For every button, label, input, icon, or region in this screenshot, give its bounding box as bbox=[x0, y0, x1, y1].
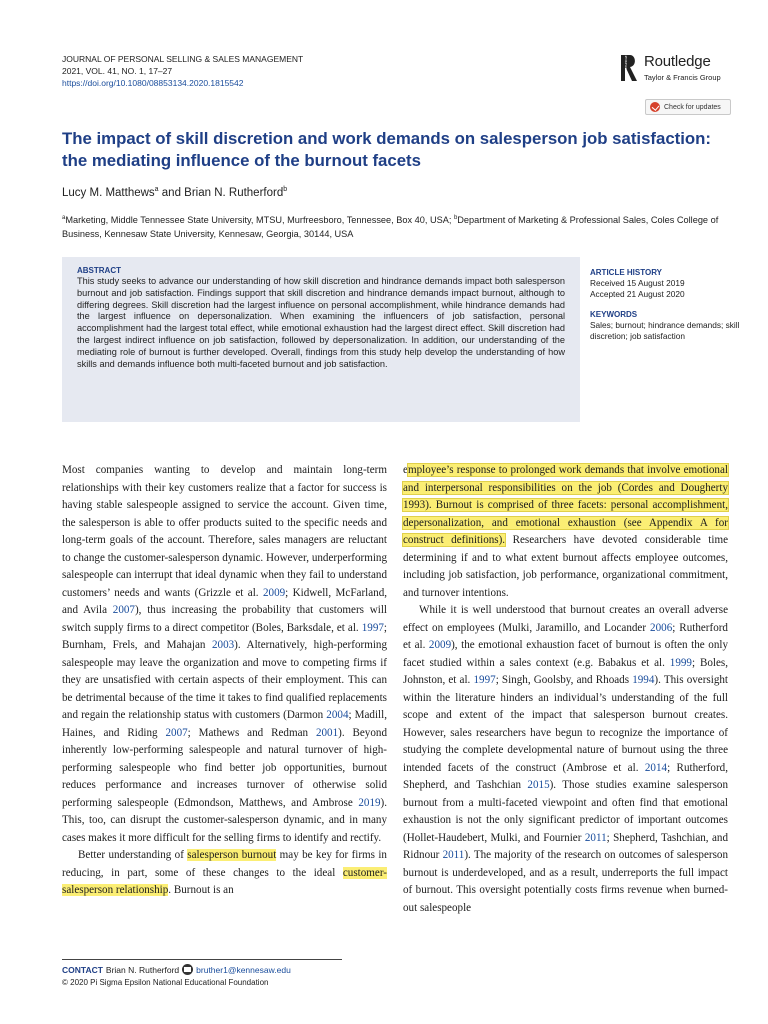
body-paragraph: While it is well understood that burnout creates an overall adverse effect on employees (Mulki, Jaramillo, and Locander 2006; Rutherford et al. 2009), the emotional exhaustion facet of burnout is often the only facet studied within a sales context (e.g. Babakus et al. 1999; Boles, Johnston, et al. 1997; Singh, Goolsby, and Rhoads 1994). This oversight within the literature hinders an individual’s understanding of the full scope and extent of the impact that salesperson burnout creates. However, sales researchers have begun to recognize the importance of studying the complete developmental nature of burnout using the three intended facets of the construct (Ambrose et al. 2014; Rutherford, Shepherd, and Tashchian 2015). Those studies examine salesperson burnout from a multi-faceted viewpoint and often find that emotional exhaustion is not the only significant predictor of important outcomes (Hollet-Haudebert, Mulki, and Fournier 2011; Shepherd, Tashchian, and Ridnour 2011). The majority of the research on outcomes of salesperson burnout is underdeveloped, and as a result, underreports the full impact of burnout. This oversight potentially costs firms revenue when burned-out salespeople bbox=[403, 604, 728, 914]
publisher-logo bbox=[617, 53, 737, 85]
publisher-subtitle: Taylor & Francis Group bbox=[644, 73, 721, 82]
publisher-name: Routledge bbox=[644, 53, 711, 70]
contact-line bbox=[62, 964, 291, 975]
email-icon bbox=[182, 964, 193, 975]
affiliation-mark: a bbox=[62, 215, 66, 221]
highlight[interactable]: customer-salesperson relationship bbox=[62, 866, 387, 896]
affiliation-a: Marketing, Middle Tennessee State University, MTSU, Murfreesboro, Tennessee, Box 40, USA; bbox=[65, 215, 454, 226]
affiliation-mark: b bbox=[453, 215, 458, 221]
citation-link[interactable]: 2011 bbox=[584, 831, 607, 844]
citation-link[interactable]: 2003 bbox=[211, 639, 235, 651]
journal-name: JOURNAL OF PERSONAL SELLING & SALES MANAGEMENT bbox=[62, 54, 304, 64]
footer-divider bbox=[62, 959, 342, 960]
citation-link[interactable]: 2011 bbox=[442, 849, 465, 861]
citation-link[interactable]: 2006 bbox=[650, 621, 673, 634]
journal-header bbox=[62, 53, 303, 89]
check-for-updates-button[interactable] bbox=[645, 99, 731, 115]
body-column-right bbox=[403, 462, 728, 917]
citation-link[interactable]: 2009 bbox=[262, 586, 286, 599]
contact-label: CONTACT bbox=[62, 964, 103, 975]
citation-link[interactable]: 1997 bbox=[361, 621, 384, 634]
article-title: The impact of skill discretion and work demands on salesperson job satisfaction: the mediating influence of the burnout facets bbox=[62, 129, 712, 170]
citation-link[interactable]: 2001 bbox=[315, 726, 339, 739]
accepted-date: Accepted 21 August 2020 bbox=[590, 289, 685, 299]
abstract-heading: ABSTRACT bbox=[77, 266, 121, 275]
received-date: Received 15 August 2019 bbox=[590, 278, 685, 288]
article-history-heading: ARTICLE HISTORY bbox=[590, 268, 663, 277]
author-affiliation-mark: b bbox=[283, 186, 288, 193]
contact-email-link[interactable]: bruther1@kennesaw.edu bbox=[196, 964, 291, 975]
keywords-heading: KEYWORDS bbox=[590, 310, 638, 319]
highlight[interactable]: mployee’s response to prolonged work demands that involve emotional and interpersonal responsibilities on the job (Cordes and Dougherty 1993). Burnout is comprised of three facets: personal accomplishment, depersonalization, and emotional exhaustion (see Appendix A for construct definitions). bbox=[403, 464, 728, 546]
article-meta bbox=[590, 267, 740, 342]
abstract-text: This study seeks to advance our understanding of how skill discretion and hindrance demands impact both salesperson burnout and job satisfaction. Findings support that skill discretion and hindrance demands impact burnout, although to differing degrees. Skill discretion had the largest influence on personal accomplishment, while hindrance demands had the largest influence on depersonalization. When examining the influencers of job satisfaction, personal accomplishment had the largest total effect, while emotional exhaustion had the largest direct effect. Skill discretion had the largest indirect influence on job satisfaction, followed by depersonalization. In addition, our understanding of the mediating role of burnout is further developed. Overall, findings from this study help develop the understanding of how skills and demands influence both multi-faceted burnout and job satisfaction. bbox=[77, 276, 565, 369]
citation-link[interactable]: 2009 bbox=[428, 639, 452, 651]
citation-link[interactable]: 2019 bbox=[358, 796, 381, 809]
crossmark-icon bbox=[650, 102, 660, 112]
routledge-logo-icon bbox=[617, 53, 639, 83]
citation-link[interactable]: 2007 bbox=[112, 604, 135, 616]
body-paragraph: employee’s response to prolonged work demands that involve emotional and interpersonal responsibilities on the job (Cordes and Dougherty 1993). Burnout is comprised of three facets: personal accomplishment, depersonalization, and emotional exhaustion (see Appendix A for construct definitions). Researchers have devoted considerable time determining if and to what extent burnout affects employee outcomes, including job satisfaction, job performance, organizational commitment, and turnover intentions. bbox=[403, 464, 729, 599]
citation-link[interactable]: 1997 bbox=[473, 674, 496, 686]
journal-issue: 2021, VOL. 41, NO. 1, 17–27 bbox=[62, 66, 173, 76]
citation-link[interactable]: 2007 bbox=[165, 726, 188, 739]
copyright-notice: © 2020 Pi Sigma Epsilon National Educational Foundation bbox=[62, 978, 269, 987]
citation-link[interactable]: 2004 bbox=[326, 709, 349, 721]
affiliations bbox=[62, 211, 732, 241]
citation-link[interactable]: 2014 bbox=[644, 761, 668, 774]
doi-link[interactable]: https://doi.org/10.1080/08853134.2020.1815542 bbox=[62, 78, 244, 88]
affiliation-b: Department of Marketing & Professional Sales, Coles College of Business, Kennesaw State University, Kennesaw, Georgia, 30144, USA bbox=[62, 215, 719, 240]
keywords-list: Sales; burnout; hindrance demands; skill discretion; job satisfaction bbox=[590, 320, 740, 341]
author-affiliation-mark: a bbox=[154, 186, 159, 193]
citation-link[interactable]: 2015 bbox=[527, 779, 550, 791]
abstract-box bbox=[62, 257, 580, 422]
citation-link[interactable]: 1999 bbox=[669, 656, 692, 669]
highlight[interactable]: salesperson burnout bbox=[187, 849, 277, 861]
body-paragraph: Better understanding of salesperson burnout may be key for firms in reducing, in part, some of these changes to the ideal customer-salesperson relationship. Burnout is an bbox=[62, 849, 387, 896]
author-name[interactable]: Lucy M. Matthews bbox=[62, 186, 155, 199]
body-column-left bbox=[62, 462, 387, 900]
author-line bbox=[62, 186, 287, 199]
citation-link[interactable]: 1994 bbox=[632, 674, 655, 686]
publisher-logo-text: ROUTLEDGE bbox=[624, 55, 628, 74]
check-for-updates-label: Check for updates bbox=[664, 103, 721, 111]
author-separator: and bbox=[158, 186, 185, 199]
contact-name: Brian N. Rutherford bbox=[105, 964, 180, 975]
author-name[interactable]: Brian N. Rutherford bbox=[184, 186, 284, 199]
body-paragraph: Most companies wanting to develop and maintain long-term relationships with their key customers realize that a factor for success is having stable salespeople assigned to service the account. Given time, the salesperson is able to offer products suited to the specific needs and long-term goals of the account. Therefore, sales managers are reluctant to change the customer-salesperson dynamic. However, underperforming salespeople can interrupt that ideal dynamic when they fail to understand customers’ needs and wants (Grizzle et al. 2009; Kidwell, McFarland, and Avila 2007), thus increasing the probability that customers will switch supply firms to a direct competitor (Boles, Barksdale, et al. 1997; Burnham, Frels, and Mahajan 2003). Alternatively, high-performing salespeople may leave the organization and move to competing firms if they are unsatisfied with certain aspects of their employment. This can be detrimental because of the time it takes to find qualified replacements and regain the relationship status with customers (Darmon 2004; Madill, Haines, and Riding 2007; Mathews and Redman 2001). Beyond inherently low-performing salespeople and natural turnover of high-performing salespeople who find better job opportunities, burnout reduces performance and increases turnover of otherwise solid performing salespeople (Edmondson, Matthews, and Ambrose 2019). This, too, can disrupt the customer-salesperson dynamic, and in many cases makes it more difficult for the selling firms to identify and rectify. bbox=[62, 464, 388, 844]
